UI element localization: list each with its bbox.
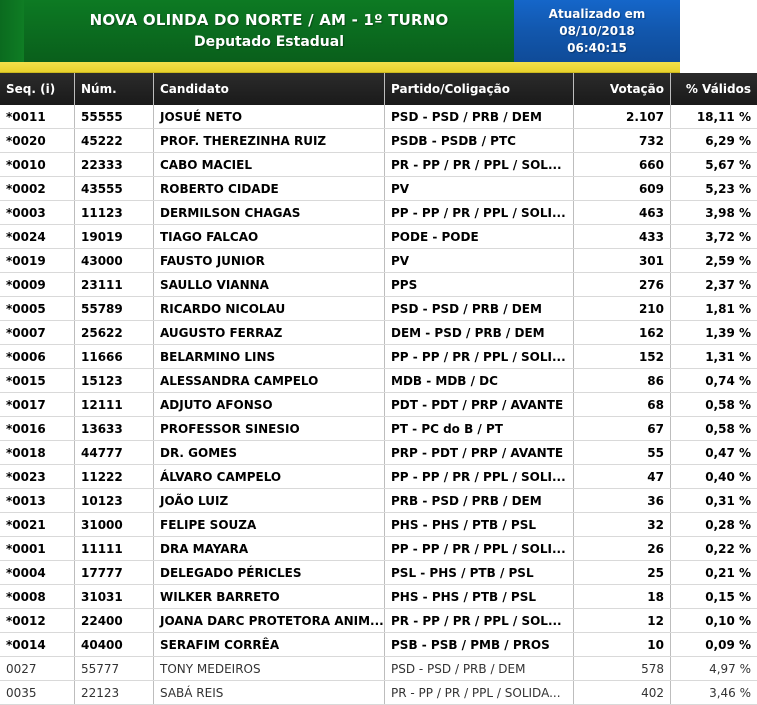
cell-partido: PSB - PSB / PMB / PROS [385,633,574,657]
cell-validos: 0,47 % [671,441,757,465]
cell-seq: *0005 [0,297,75,321]
cell-seq: *0020 [0,129,75,153]
cell-candidato: DRA MAYARA [154,537,385,561]
update-status-badge [514,0,680,62]
cell-votacao: 660 [574,153,671,177]
cell-num: 55789 [75,297,154,321]
column-header-votacao[interactable]: Votação [574,73,671,105]
column-header-candidato[interactable]: Candidato [154,73,385,105]
cell-votacao: 2.107 [574,105,671,129]
cell-candidato: RICARDO NICOLAU [154,297,385,321]
cell-validos: 4,97 % [671,657,757,681]
table-row[interactable] [0,225,757,249]
cell-candidato: PROF. THEREZINHA RUIZ [154,129,385,153]
cell-votacao: 433 [574,225,671,249]
cell-votacao: 609 [574,177,671,201]
cell-num: 31000 [75,513,154,537]
cell-partido: PSL - PHS / PTB / PSL [385,561,574,585]
cell-partido: PSD - PSD / PRB / DEM [385,105,574,129]
table-row[interactable] [0,417,757,441]
cell-candidato: JOSUÉ NETO [154,105,385,129]
table-row[interactable] [0,681,757,705]
cell-candidato: DERMILSON CHAGAS [154,201,385,225]
cell-num: 31031 [75,585,154,609]
cell-seq: *0007 [0,321,75,345]
cell-validos: 0,09 % [671,633,757,657]
cell-validos: 0,22 % [671,537,757,561]
page-header [0,0,680,62]
cell-num: 45222 [75,129,154,153]
table-row[interactable] [0,201,757,225]
cell-seq: *0016 [0,417,75,441]
cell-candidato: FELIPE SOUZA [154,513,385,537]
cell-candidato: PROFESSOR SINESIO [154,417,385,441]
cell-partido: PODE - PODE [385,225,574,249]
cell-num: 40400 [75,633,154,657]
cell-partido: PSD - PSD / PRB / DEM [385,297,574,321]
table-row[interactable] [0,369,757,393]
cell-num: 25622 [75,321,154,345]
cell-votacao: 301 [574,249,671,273]
cell-num: 44777 [75,441,154,465]
cell-partido: PHS - PHS / PTB / PSL [385,585,574,609]
cell-validos: 0,21 % [671,561,757,585]
cell-seq: *0002 [0,177,75,201]
cell-candidato: ADJUTO AFONSO [154,393,385,417]
cell-votacao: 67 [574,417,671,441]
cell-seq: *0023 [0,465,75,489]
cell-partido: DEM - PSD / PRB / DEM [385,321,574,345]
cell-seq: *0018 [0,441,75,465]
cell-partido: PP - PP / PR / PPL / SOLI... [385,537,574,561]
cell-validos: 3,72 % [671,225,757,249]
cell-partido: PHS - PHS / PTB / PSL [385,513,574,537]
cell-partido: PP - PP / PR / PPL / SOLI... [385,201,574,225]
cell-partido: PP - PP / PR / PPL / SOLI... [385,345,574,369]
cell-votacao: 18 [574,585,671,609]
cell-candidato: ROBERTO CIDADE [154,177,385,201]
table-row[interactable] [0,609,757,633]
cell-validos: 6,29 % [671,129,757,153]
cell-seq: *0012 [0,609,75,633]
cell-candidato: JOÃO LUIZ [154,489,385,513]
cell-votacao: 36 [574,489,671,513]
cell-votacao: 162 [574,321,671,345]
divider-bar [0,62,680,73]
cell-validos: 0,28 % [671,513,757,537]
cell-validos: 2,59 % [671,249,757,273]
cell-votacao: 10 [574,633,671,657]
table-row[interactable] [0,177,757,201]
table-row[interactable] [0,321,757,345]
cell-votacao: 68 [574,393,671,417]
cell-validos: 3,46 % [671,681,757,705]
table-row[interactable] [0,297,757,321]
cell-candidato: TIAGO FALCAO [154,225,385,249]
cell-num: 23111 [75,273,154,297]
cell-num: 55777 [75,657,154,681]
cell-num: 12111 [75,393,154,417]
cell-num: 22333 [75,153,154,177]
cell-votacao: 55 [574,441,671,465]
cell-votacao: 47 [574,465,671,489]
cell-candidato: DELEGADO PÉRICLES [154,561,385,585]
cell-partido: PSDB - PSDB / PTC [385,129,574,153]
cell-validos: 3,98 % [671,201,757,225]
cell-partido: PV [385,177,574,201]
cell-num: 11111 [75,537,154,561]
cell-votacao: 12 [574,609,671,633]
column-header-num[interactable]: Núm. [75,73,154,105]
cell-seq: *0010 [0,153,75,177]
cell-candidato: ALESSANDRA CAMPELO [154,369,385,393]
cell-validos: 5,67 % [671,153,757,177]
cell-candidato: SERAFIM CORRÊA [154,633,385,657]
cell-partido: PR - PP / PR / PPL / SOL... [385,609,574,633]
cell-seq: *0024 [0,225,75,249]
cell-num: 43000 [75,249,154,273]
cell-partido: MDB - MDB / DC [385,369,574,393]
cell-seq: *0015 [0,369,75,393]
cell-validos: 0,15 % [671,585,757,609]
cell-partido: PR - PP / PR / PPL / SOLIDA... [385,681,574,705]
cell-validos: 0,10 % [671,609,757,633]
cell-num: 55555 [75,105,154,129]
cell-seq: *0009 [0,273,75,297]
cell-votacao: 578 [574,657,671,681]
cell-candidato: TONY MEDEIROS [154,657,385,681]
cell-partido: PT - PC do B / PT [385,417,574,441]
table-row[interactable] [0,393,757,417]
table-row[interactable] [0,657,757,681]
cell-num: 13633 [75,417,154,441]
page-title-block [24,0,514,62]
cell-candidato: JOANA DARC PROTETORA ANIM... [154,609,385,633]
column-header-validos[interactable]: % Válidos [671,73,757,105]
table-row[interactable] [0,513,757,537]
cell-partido: PP - PP / PR / PPL / SOLI... [385,465,574,489]
cell-partido: PRP - PDT / PRP / AVANTE [385,441,574,465]
cell-partido: PV [385,249,574,273]
cell-candidato: AUGUSTO FERRAZ [154,321,385,345]
table-row[interactable] [0,273,757,297]
cell-validos: 0,40 % [671,465,757,489]
cell-candidato: DR. GOMES [154,441,385,465]
cell-seq: *0013 [0,489,75,513]
cell-votacao: 732 [574,129,671,153]
cell-num: 43555 [75,177,154,201]
cell-votacao: 25 [574,561,671,585]
cell-votacao: 276 [574,273,671,297]
cell-num: 19019 [75,225,154,249]
cell-seq: *0006 [0,345,75,369]
table-row[interactable] [0,537,757,561]
cell-candidato: BELARMINO LINS [154,345,385,369]
header-left-accent [0,0,24,62]
table-row[interactable] [0,249,757,273]
cell-validos: 5,23 % [671,177,757,201]
cell-validos: 0,74 % [671,369,757,393]
cell-num: 15123 [75,369,154,393]
cell-candidato: SABÁ REIS [154,681,385,705]
cell-partido: PRB - PSD / PRB / DEM [385,489,574,513]
cell-votacao: 402 [574,681,671,705]
table-row[interactable] [0,345,757,369]
cell-num: 22123 [75,681,154,705]
table-row[interactable] [0,489,757,513]
update-status-time: 06:40:15 [567,40,627,57]
table-row[interactable] [0,441,757,465]
cell-seq: *0017 [0,393,75,417]
cell-validos: 1,39 % [671,321,757,345]
cell-votacao: 26 [574,537,671,561]
column-header-partido[interactable]: Partido/Coligação [385,73,574,105]
cell-partido: PPS [385,273,574,297]
cell-num: 11123 [75,201,154,225]
cell-validos: 1,31 % [671,345,757,369]
cell-validos: 1,81 % [671,297,757,321]
cell-validos: 0,58 % [671,417,757,441]
cell-candidato: ÁLVARO CAMPELO [154,465,385,489]
page-title: NOVA OLINDA DO NORTE / AM - 1º TURNO [90,10,449,30]
cell-seq: *0021 [0,513,75,537]
table-row[interactable] [0,585,757,609]
table-row[interactable] [0,129,757,153]
cell-seq: *0003 [0,201,75,225]
cell-candidato: WILKER BARRETO [154,585,385,609]
cell-validos: 0,31 % [671,489,757,513]
results-table-body [0,105,757,705]
cell-num: 22400 [75,609,154,633]
cell-num: 10123 [75,489,154,513]
table-row[interactable] [0,465,757,489]
cell-num: 17777 [75,561,154,585]
cell-num: 11222 [75,465,154,489]
table-row[interactable] [0,153,757,177]
cell-partido: PR - PP / PR / PPL / SOL... [385,153,574,177]
table-row[interactable] [0,105,757,129]
cell-votacao: 210 [574,297,671,321]
column-header-seq[interactable]: Seq. (i) [0,73,75,105]
cell-partido: PDT - PDT / PRP / AVANTE [385,393,574,417]
cell-seq: 0035 [0,681,75,705]
cell-votacao: 32 [574,513,671,537]
cell-partido: PSD - PSD / PRB / DEM [385,657,574,681]
cell-num: 11666 [75,345,154,369]
update-status-date: 08/10/2018 [559,23,635,40]
cell-seq: *0008 [0,585,75,609]
page-subtitle: Deputado Estadual [194,32,344,52]
cell-seq: *0019 [0,249,75,273]
cell-candidato: CABO MACIEL [154,153,385,177]
cell-votacao: 152 [574,345,671,369]
cell-candidato: SAULLO VIANNA [154,273,385,297]
results-table [0,73,757,705]
cell-candidato: FAUSTO JUNIOR [154,249,385,273]
table-header-row [0,73,757,105]
table-row[interactable] [0,561,757,585]
cell-votacao: 86 [574,369,671,393]
results-table-header [0,73,757,105]
cell-votacao: 463 [574,201,671,225]
cell-validos: 0,58 % [671,393,757,417]
cell-seq: 0027 [0,657,75,681]
cell-validos: 2,37 % [671,273,757,297]
cell-seq: *0014 [0,633,75,657]
cell-seq: *0001 [0,537,75,561]
cell-seq: *0004 [0,561,75,585]
cell-validos: 18,11 % [671,105,757,129]
update-status-label: Atualizado em [549,6,646,23]
cell-seq: *0011 [0,105,75,129]
table-row[interactable] [0,633,757,657]
